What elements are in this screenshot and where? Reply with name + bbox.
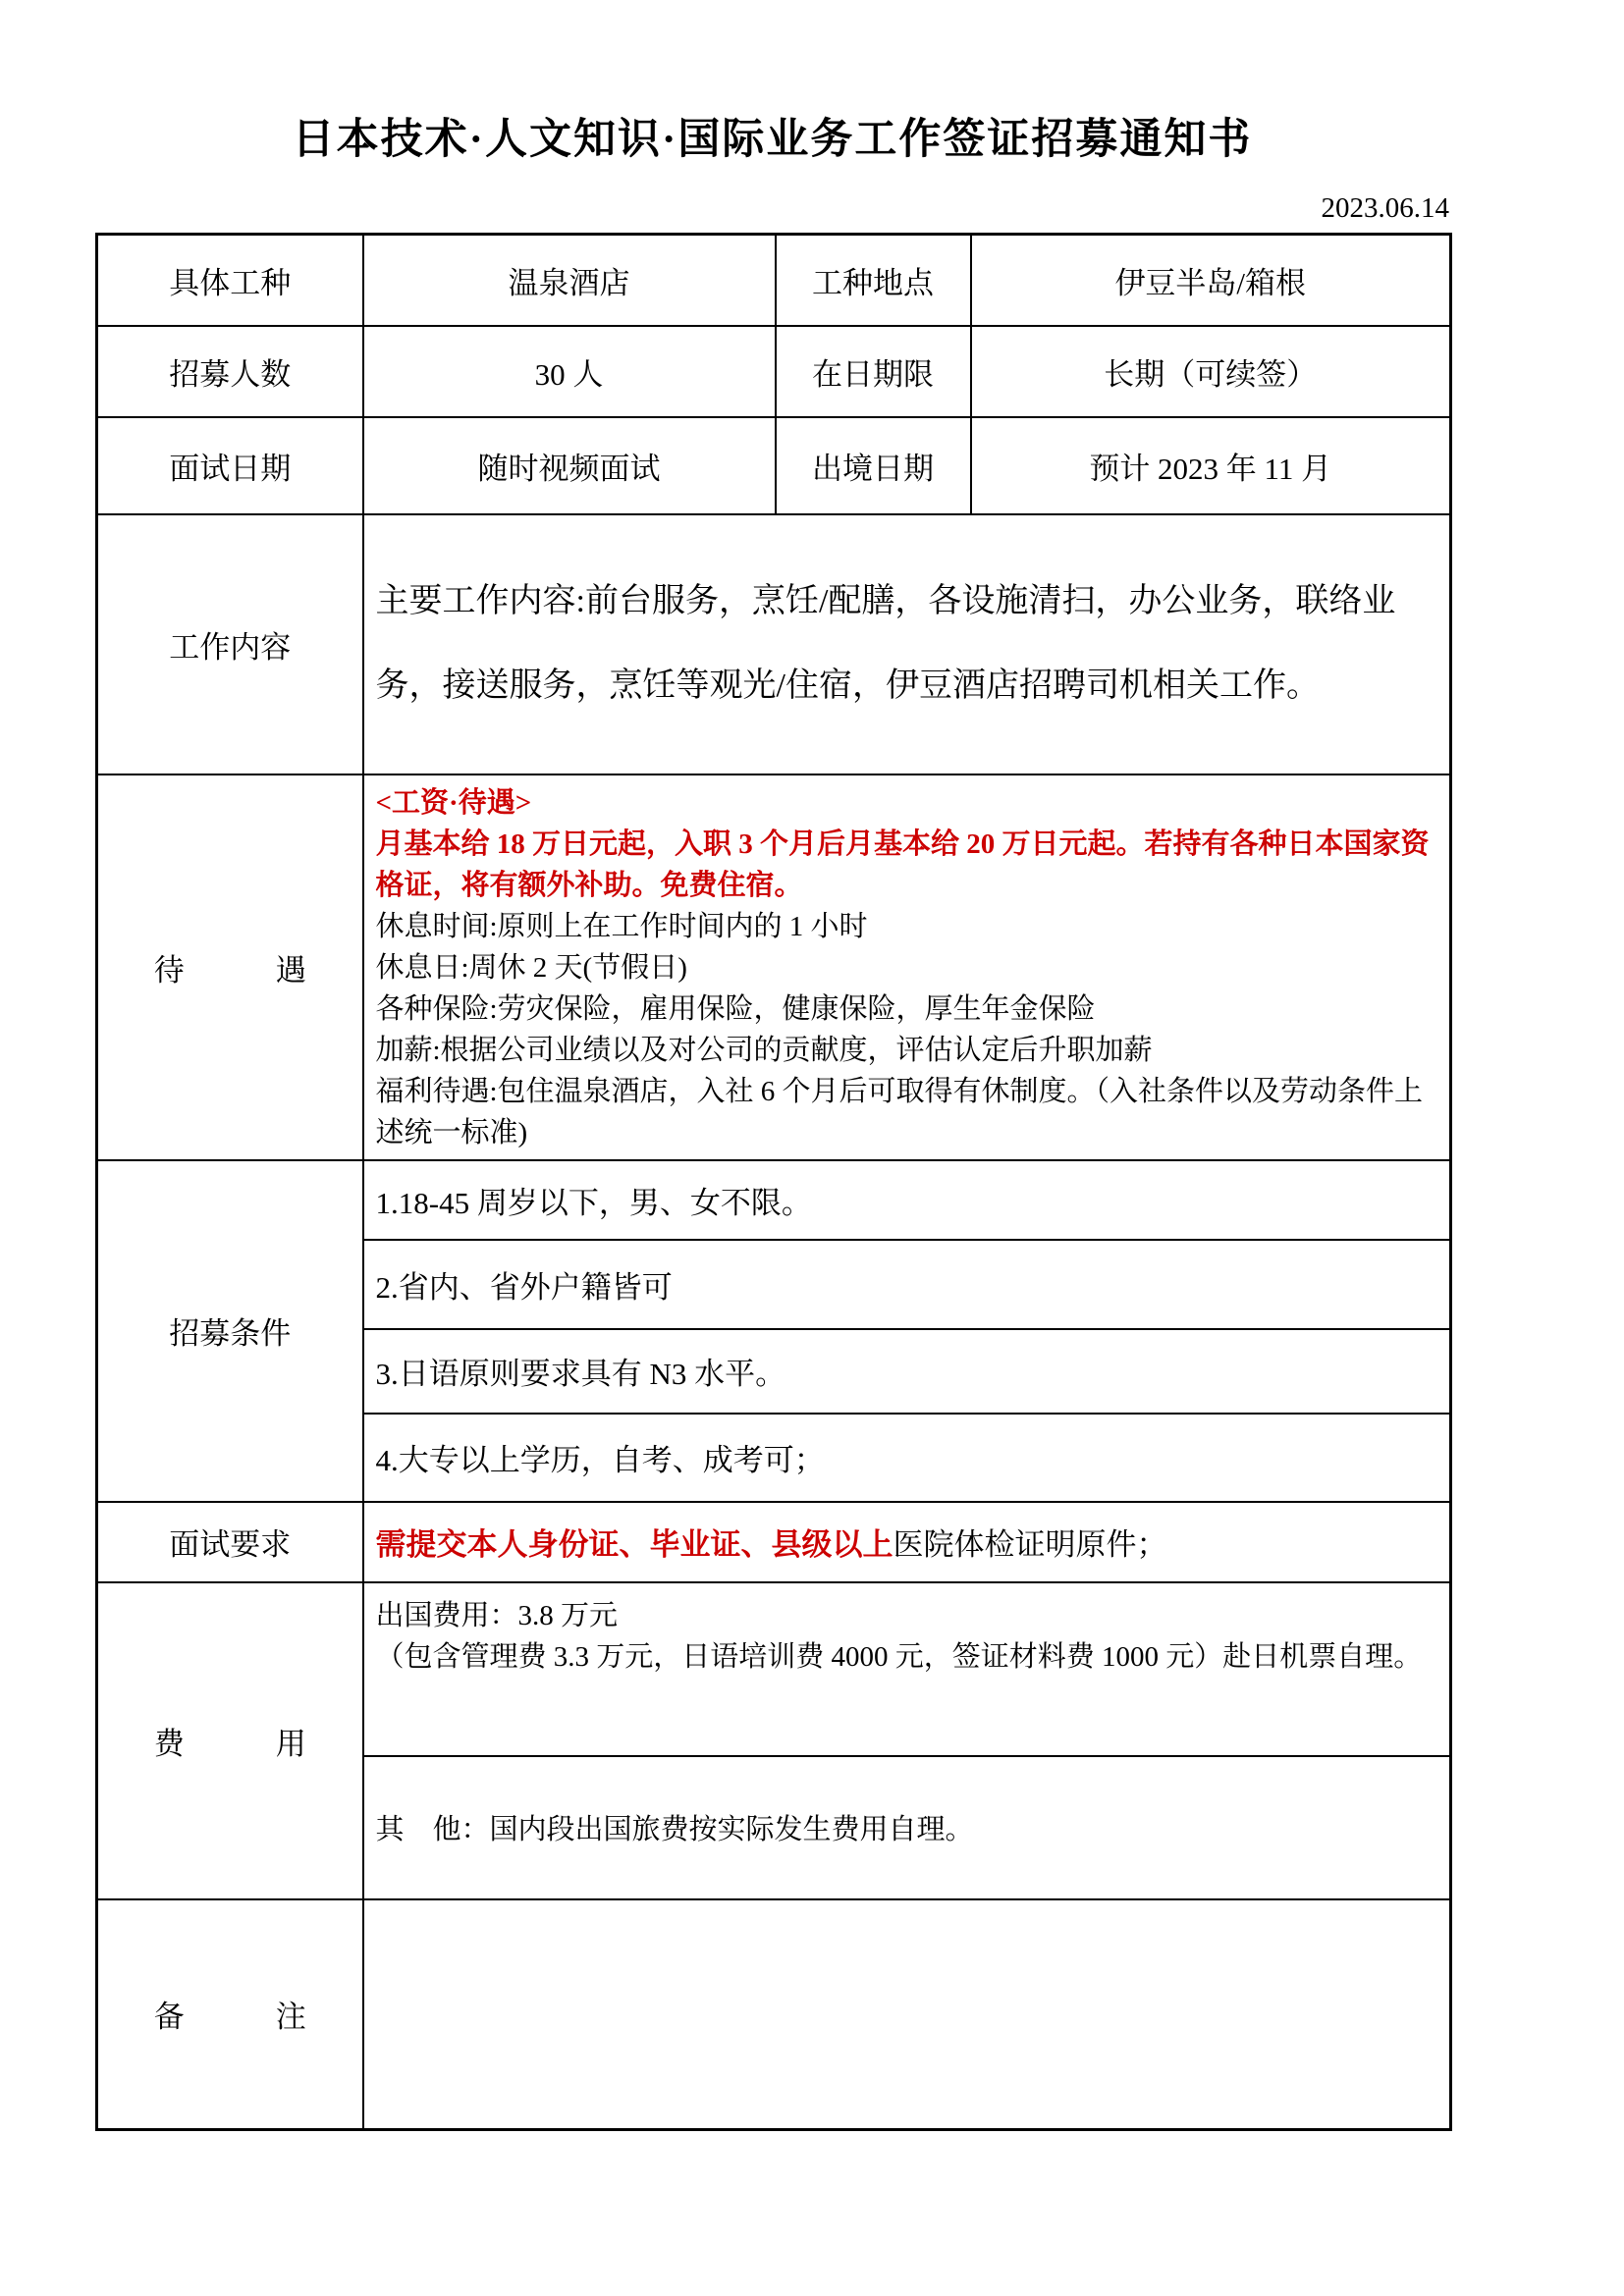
requirement-item-2: 2.省内、省外户籍皆可 xyxy=(363,1240,1451,1329)
requirement-item-4: 4.大专以上学历，自考、成考可； xyxy=(363,1414,1451,1502)
departure-date-label-cell: 出境日期 xyxy=(776,417,971,514)
treatment-line: 各种保险:劳灾保险，雇用保险，健康保险，厚生年金保险 xyxy=(375,992,1096,1025)
interview-requirement-label-cell: 面试要求 xyxy=(97,1502,363,1582)
interview-requirement-black-text: 医院体检证明原件； xyxy=(893,1527,1167,1562)
table-row xyxy=(97,417,1451,514)
page-title: 日本技术·人文知识·国际业务工作签证招募通知书 xyxy=(292,117,1253,163)
recruit-count-value-cell: 30 人 xyxy=(363,326,776,417)
remarks-label-cell: 备 注 xyxy=(97,1899,363,2130)
remarks-value-cell xyxy=(363,1899,1451,2130)
interview-requirement-red-text: 需提交本人身份证、毕业证、县级以上 xyxy=(375,1527,893,1562)
job-content-label-cell: 工作内容 xyxy=(97,514,363,774)
requirement-item-3: 3.日语原则要求具有 N3 水平。 xyxy=(363,1329,1451,1414)
treatment-line: 福利待遇:包住温泉酒店，入社 6 个月后可取得有休制度。（入社条件以及劳动条件上述统一标准) xyxy=(375,1075,1424,1148)
work-location-value-cell: 伊豆半岛/箱根 xyxy=(971,235,1451,326)
table-row xyxy=(97,1160,1451,1240)
recruitment-notice-table xyxy=(95,233,1452,2131)
table-row xyxy=(97,326,1451,417)
fee-overseas-line1: 出国费用：3.8 万元 xyxy=(375,1599,619,1631)
interview-date-label-cell: 面试日期 xyxy=(97,417,363,514)
treatment-label-cell: 待 遇 xyxy=(97,774,363,1160)
treatment-text-cell xyxy=(363,774,1451,1160)
table-row xyxy=(97,235,1451,326)
treatment-line: 加薪:根据公司业绩以及对公司的贡献度，评估认定后升职加薪 xyxy=(375,1034,1153,1066)
work-location-label-cell: 工种地点 xyxy=(776,235,971,326)
table-row xyxy=(97,1899,1451,2130)
job-type-label-cell: 具体工种 xyxy=(97,235,363,326)
departure-date-value-cell: 预计 2023 年 11 月 xyxy=(971,417,1451,514)
recruit-count-label-cell: 招募人数 xyxy=(97,326,363,417)
requirements-label-cell: 招募条件 xyxy=(97,1160,363,1502)
table-row xyxy=(97,514,1451,774)
interview-date-value-cell: 随时视频面试 xyxy=(363,417,776,514)
fee-other-cell: 其 他：国内段出国旅费按实际发生费用自理。 xyxy=(363,1756,1451,1899)
fee-overseas-line2: （包含管理费 3.3 万元，日语培训费 4000 元，签证材料费 1000 元）赴日机票自理。 xyxy=(375,1640,1423,1673)
job-type-value-cell: 温泉酒店 xyxy=(363,235,776,326)
fees-label-cell: 费 用 xyxy=(97,1582,363,1899)
treatment-line: 休息时间:原则上在工作时间内的 1 小时 xyxy=(375,910,868,942)
treatment-line: 休息日:周休 2 天(节假日) xyxy=(375,951,687,984)
stay-period-label-cell: 在日期限 xyxy=(776,326,971,417)
salary-highlight-body: 月基本给 18 万日元起，入职 3 个月后月基本给 20 万日元起。若持有各种日本国家资格证，将有额外补助。免费住宿。 xyxy=(375,828,1430,901)
interview-requirement-text-cell xyxy=(363,1502,1451,1582)
job-content-text-cell: 主要工作内容:前台服务，烹饪/配膳，各设施清扫，办公业务，联络业务，接送服务，烹饪等观光/住宿，伊豆酒店招聘司机相关工作。 xyxy=(363,514,1451,774)
salary-highlight-title: <工资·待遇> xyxy=(375,786,532,819)
table-row xyxy=(97,1502,1451,1582)
stay-period-value-cell: 长期（可续签） xyxy=(971,326,1451,417)
requirement-item-1: 1.18-45 周岁以下，男、女不限。 xyxy=(363,1160,1451,1240)
document-date: 2023.06.14 xyxy=(1321,192,1449,224)
fee-overseas-cell xyxy=(363,1582,1451,1756)
table-row xyxy=(97,774,1451,1160)
table-row xyxy=(97,1582,1451,1756)
